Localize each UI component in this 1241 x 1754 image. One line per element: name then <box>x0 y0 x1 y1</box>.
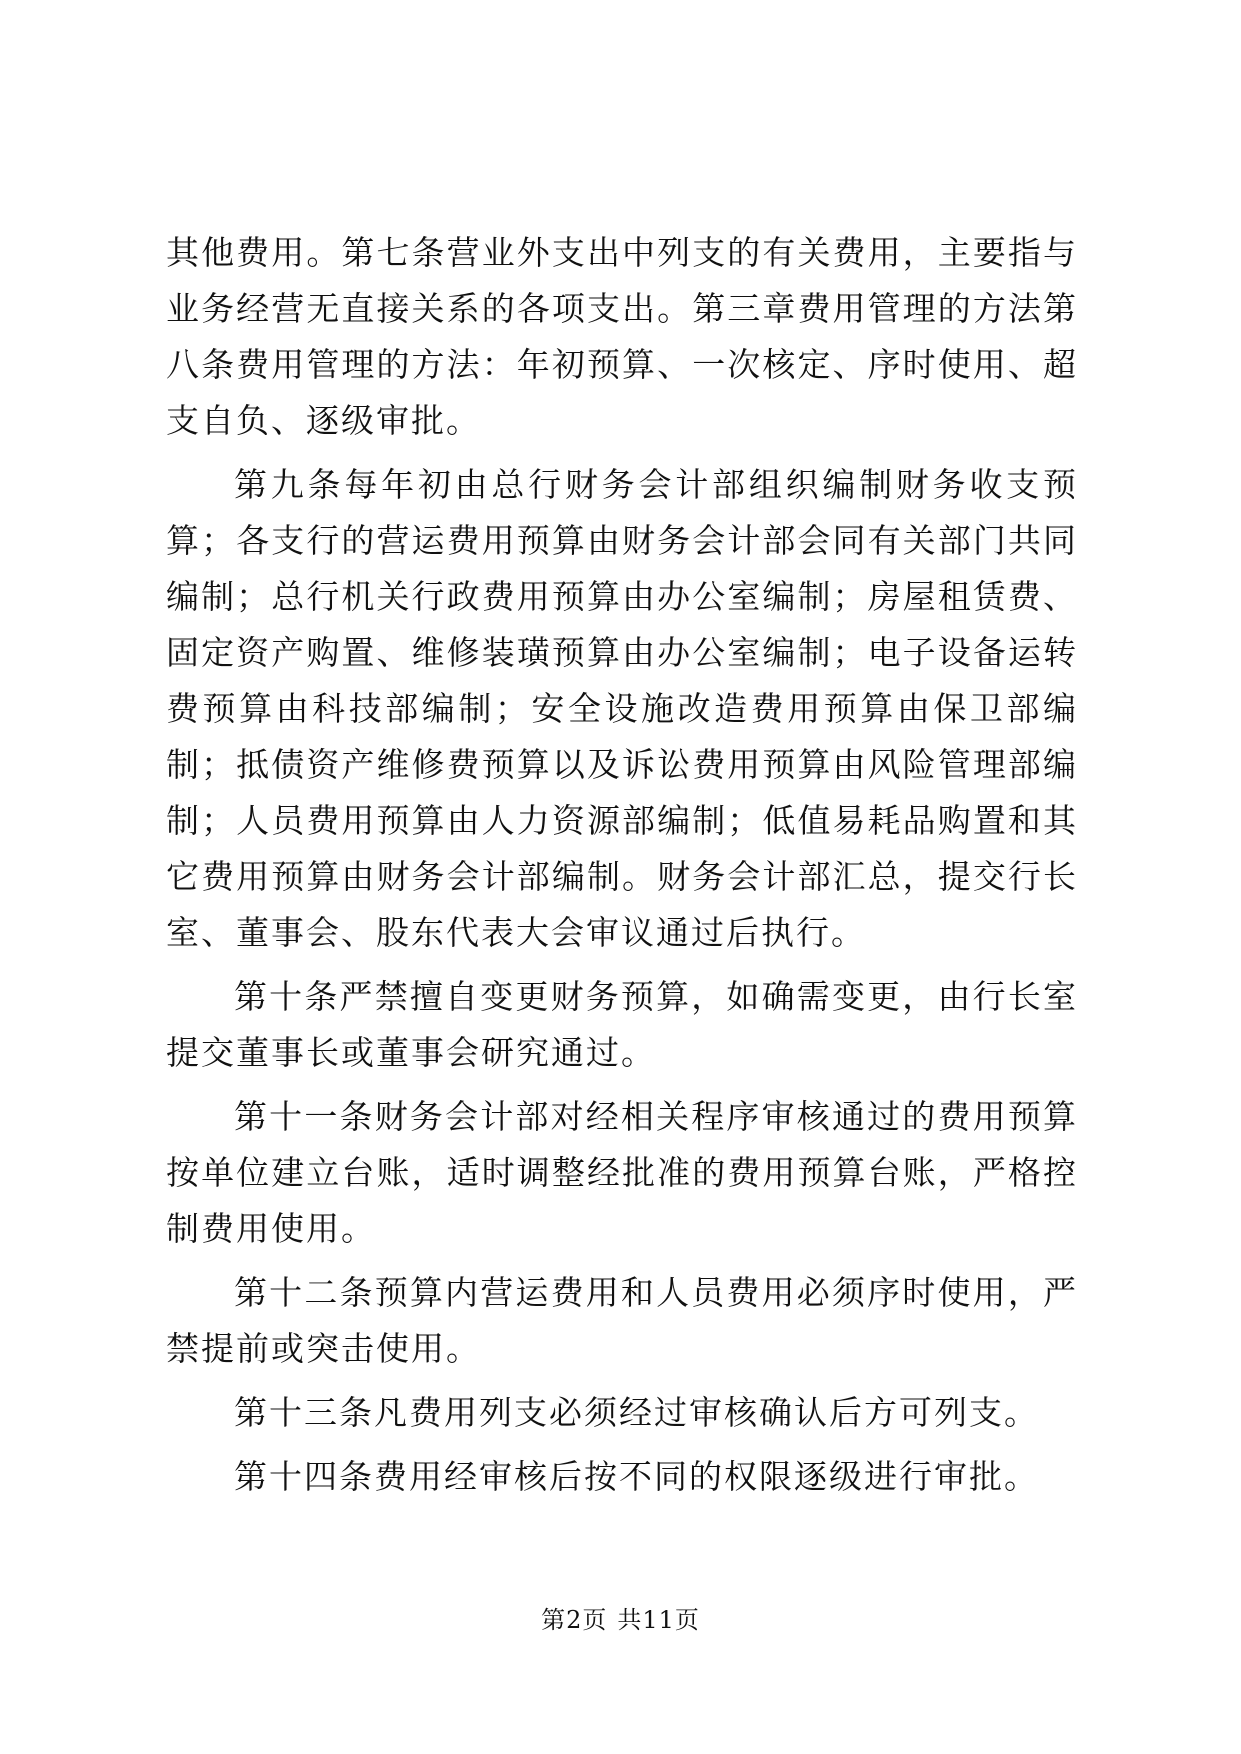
paragraph-article-10: 第十条严禁擅自变更财务预算，如确需变更，由行长室提交董事长或董事会研究通过。 <box>166 977 1078 1072</box>
paragraph-1: 其他费用。第七条营业外支出中列支的有关费用，主要指与业务经营无直接关系的各项支出。第三章费用管理的方法第八条费用管理的方法：年初预算、一次核定、序时使用、超支自负、逐级审批。 <box>166 233 1078 440</box>
page-footer <box>0 1605 1241 1635</box>
paragraph-article-13: 第十三条凡费用列支必须经过审核确认后方可列支。 <box>234 1393 1039 1432</box>
document-body <box>166 225 1078 1513</box>
page-total: 共11页 <box>617 1606 700 1634</box>
paragraph-article-12: 第十二条预算内营运费用和人员费用必须序时使用，严禁提前或突击使用。 <box>166 1273 1078 1368</box>
page-number: 第2页 <box>541 1606 608 1634</box>
paragraph-article-9: 第九条每年初由总行财务会计部组织编制财务收支预算；各支行的营运费用预算由财务会计部会同有关部门共同编制；总行机关行政费用预算由办公室编制；房屋租赁费、固定资产购置、维修装璜预算由办公室编制；电子设备运转费预算由科技部编制；安全设施改造费用预算由保卫部编制；抵债资产维修费预算以及诉讼费用预算由风险管理部编制；人员费用预算由人力资源部编制；低值易耗品购置和其它费用预算由财务会计部编制。财务会计部汇总，提交行长室、董事会、股东代表大会审议通过后执行。 <box>166 465 1078 952</box>
paragraph-article-14: 第十四条费用经审核后按不同的权限逐级进行审批。 <box>234 1457 1039 1496</box>
paragraph-article-11: 第十一条财务会计部对经相关程序审核通过的费用预算按单位建立台账，适时调整经批准的费用预算台账，严格控制费用使用。 <box>166 1097 1078 1248</box>
